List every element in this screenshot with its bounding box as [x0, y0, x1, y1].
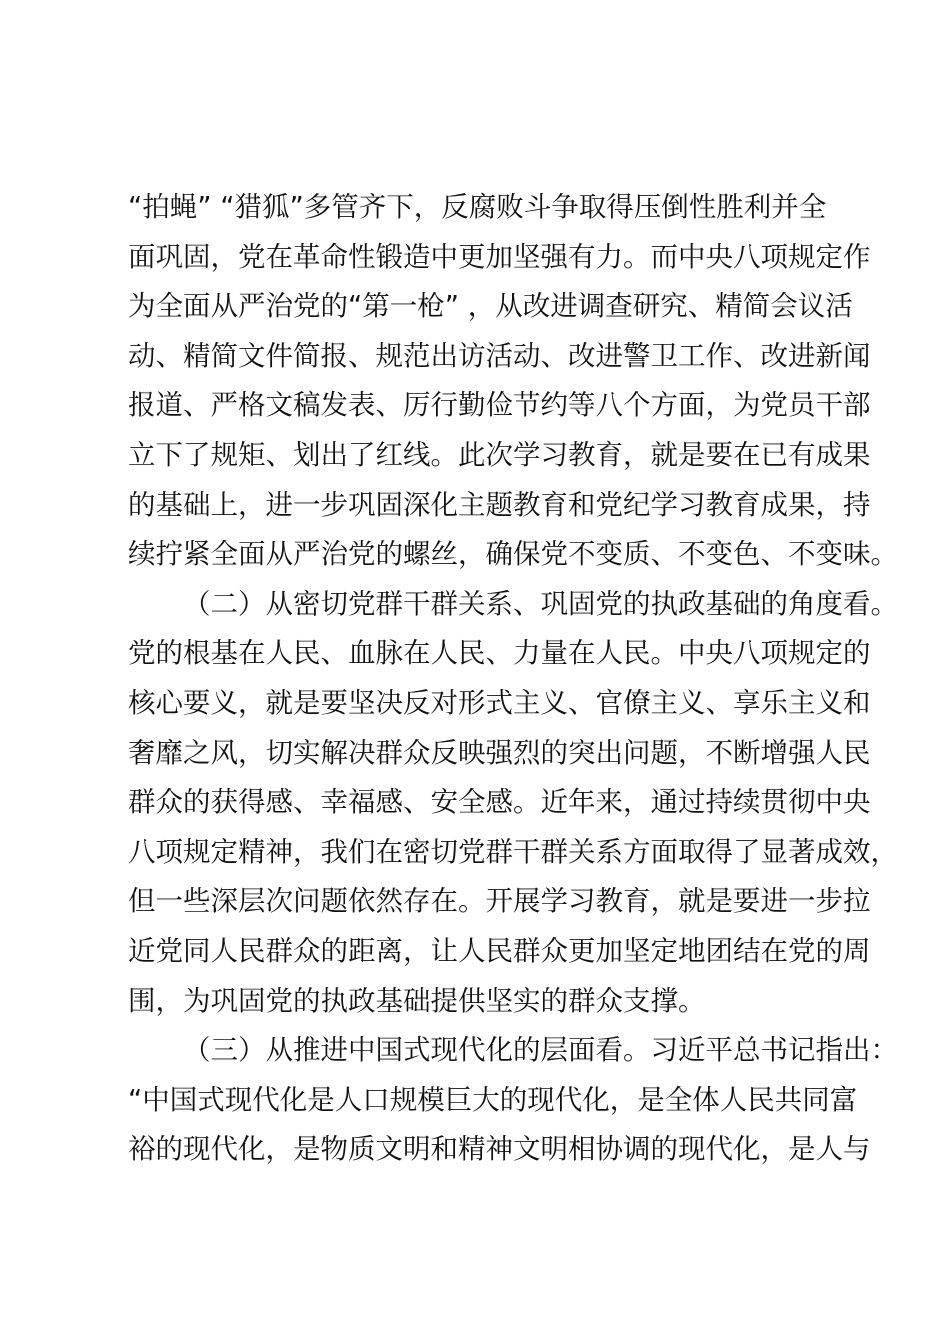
text-line: “拍蝇” “猎狐”多管齐下，反腐败斗争取得压倒性胜利并全 — [128, 191, 827, 223]
text-line: 立下了规矩、划出了红线。此次学习教育，就是要在已有成果 — [128, 438, 871, 471]
text-line: 裕的现代化，是物质文明和精神文明相协调的现代化，是人与 — [128, 1133, 871, 1166]
text-line: 为全面从严治党的“第一枪” ，从改进调查研究、精简会议活 — [128, 290, 853, 323]
text-line: “中国式现代化是人口规模巨大的现代化，是全体人民共同富 — [128, 1083, 858, 1116]
text-line: 八项规定精神，我们在密切党群干群关系方面取得了显著成效， — [128, 835, 898, 868]
text-line: 但一些深层次问题依然存在。开展学习教育，就是要进一步拉 — [128, 885, 871, 918]
body-text — [128, 183, 898, 1175]
text-line: 报道、严格文稿发表、厉行勤俭节约等八个方面，为党员干部 — [128, 389, 871, 422]
text-line: 围，为巩固党的执政基础提供坚实的群众支撑。 — [128, 984, 706, 1017]
text-line: 近党同人民群众的距离，让人民群众更加坚定地团结在党的周 — [128, 934, 871, 967]
text-line: 党的根基在人民、血脉在人民、力量在人民。中央八项规定的 — [128, 637, 871, 670]
text-line: 续拧紧全面从严治党的螺丝，确保党不变质、不变色、不变味。 — [128, 538, 898, 571]
section-heading-2: （二）从密切党群干群关系、巩固党的执政基础的角度看。 — [183, 587, 898, 620]
section-heading-3: （三）从推进中国式现代化的层面看。习近平总书记指出： — [183, 1034, 898, 1067]
text-line: 核心要义，就是要坚决反对形式主义、官僚主义、享乐主义和 — [128, 686, 871, 719]
text-line: 奢靡之风，切实解决群众反映强烈的突出问题，不断增强人民 — [128, 736, 871, 769]
text-line: 的基础上，进一步巩固深化主题教育和党纪学习教育成果，持 — [128, 488, 871, 521]
text-line: 面巩固，党在革命性锻造中更加坚强有力。而中央八项规定作 — [128, 240, 871, 273]
text-line: 群众的获得感、幸福感、安全感。近年来，通过持续贯彻中央 — [128, 786, 871, 819]
text-line: 动、精简文件简报、规范出访活动、改进警卫工作、改进新闻 — [128, 339, 871, 372]
